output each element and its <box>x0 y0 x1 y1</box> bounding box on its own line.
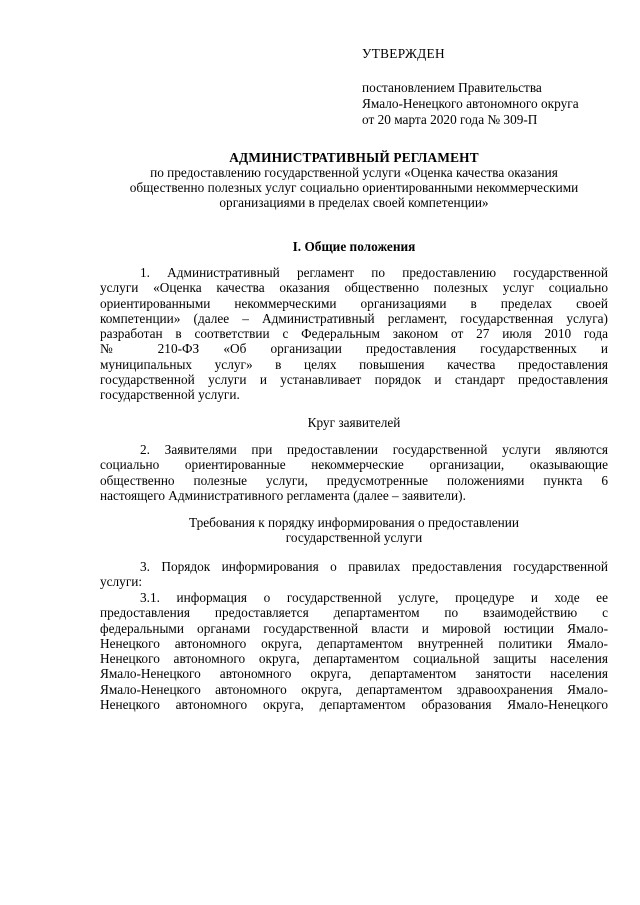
text-line: ориентированными некоммерческими организациями в пределах своей <box>100 295 608 311</box>
subtitle-line: общественно полезных услуг социально ориентированными некоммерческими <box>129 180 579 195</box>
text-line: разработан в соответствии с Федеральным законом от 27 июля 2010 года <box>100 326 608 342</box>
text-line: Ненецкого автономного округа, департаментом внутренней политики Ямало- <box>100 635 608 651</box>
text-line: общественно полезные услуги, предусмотренные положениями пункта 6 <box>100 472 608 488</box>
subheading-line: Требования к порядку информирования о предоставлении <box>189 515 519 530</box>
text-line: муниципальных услуг» в целях повышения качества предоставления <box>100 356 608 372</box>
text-line: Ямало-Ненецкого автономного округа, департаментом занятости населения <box>100 666 608 682</box>
text-line: 3. Порядок информирования о правилах предоставления государственной <box>140 559 608 574</box>
paragraph-3 <box>100 559 608 590</box>
text-line: настоящего Административного регламента (далее – заявители). <box>100 487 466 503</box>
approval-line: Ямало-Ненецкого автономного округа <box>362 96 579 111</box>
document-title: АДМИНИСТРАТИВНЫЙ РЕГЛАМЕНТ <box>229 150 479 165</box>
text-line: 2. Заявителями при предоставлении государственной услуги являются <box>140 442 608 457</box>
document-title-block <box>100 150 608 210</box>
subheading-line: Круг заявителей <box>307 415 401 430</box>
text-line: услуги: <box>100 574 143 590</box>
text-line: предоставления предоставляется департаментом по взаимодействию с <box>100 605 608 621</box>
text-line: социально ориентированные некоммерческие организации, оказывающие <box>100 457 608 473</box>
info-requirements-heading <box>100 515 608 545</box>
approval-line: постановлением Правительства <box>362 80 542 95</box>
paragraph-3-1 <box>100 590 608 712</box>
paragraph-2 <box>100 442 608 503</box>
subtitle-line: организациями в пределах своей компетенции» <box>219 195 489 210</box>
text-line: 3.1. информация о государственной услуге, процедуре и ходе ее <box>140 590 608 605</box>
text-line: 1. Административный регламент по предоставлению государственной <box>140 265 608 280</box>
approval-stamp <box>362 46 612 128</box>
paragraph-1 <box>100 265 608 403</box>
text-line: Ненецкого автономного округа, департаментом образования Ямало-Ненецкого <box>100 697 608 713</box>
text-line: Ямало-Ненецкого автономного округа, департаментом здравоохранения Ямало- <box>100 681 608 697</box>
document-subtitle <box>100 165 608 210</box>
text-line: услуги «Оценка качества оказания общественно полезных услуг социально <box>100 280 608 296</box>
text-line: Ненецкого автономного округа, департаментом социальной защиты населения <box>100 651 608 667</box>
text-line: государственной услуги и устанавливает порядок и стандарт предоставления <box>100 372 608 388</box>
spacer <box>362 62 612 80</box>
text-line: компетенции» (далее – Административный регламент, государственная услуга) <box>100 310 608 326</box>
approved-label: УТВЕРЖДЕН <box>362 46 445 61</box>
text-line: № 210-ФЗ «Об организации предоставления государственных и <box>100 341 608 357</box>
approval-line: от 20 марта 2020 года № 309-П <box>362 112 538 127</box>
applicants-heading <box>100 415 608 430</box>
subtitle-line: по предоставлению государственной услуги «Оценка качества оказания <box>150 165 558 180</box>
section-heading: I. Общие положения <box>292 239 416 254</box>
text-line: государственной услуги. <box>100 387 240 403</box>
text-line: федеральными органами государственной власти и мировой юстиции Ямало- <box>100 620 608 636</box>
subheading-line: государственной услуги <box>285 530 423 545</box>
